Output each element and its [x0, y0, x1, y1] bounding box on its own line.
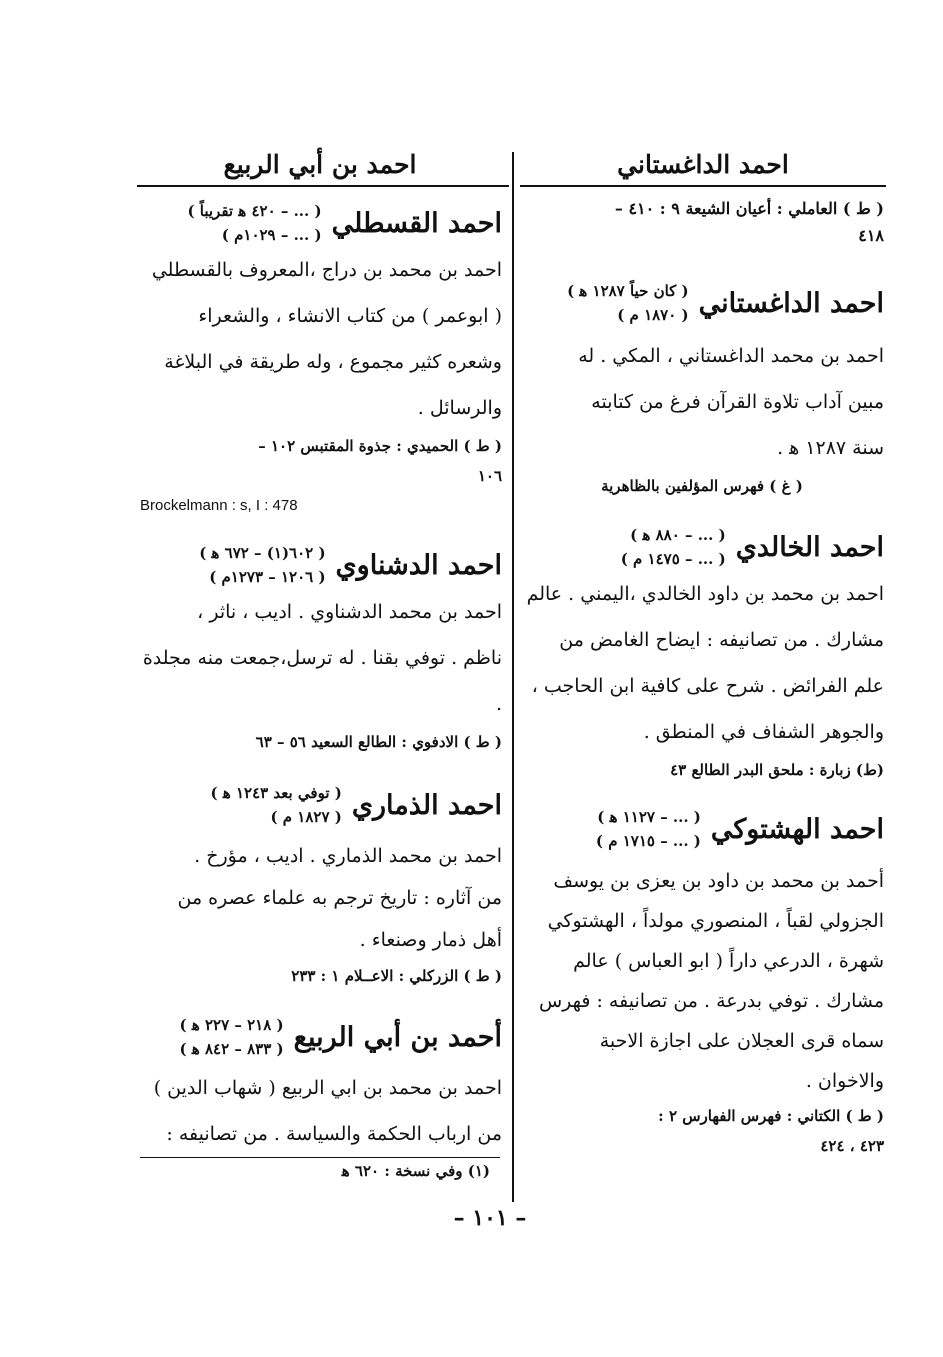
gregorian-date: ( ... – ١٤٧٥ م ) [620, 550, 726, 568]
hijri-date: ( ٢١٨ – ٢٢٧ ﻫ ) [179, 1016, 284, 1034]
text-line: مبين آداب تلاوة القرآن فرغ من كتابته [591, 391, 884, 413]
text-line: أهل ذمار وصنعاء . [359, 929, 502, 951]
page-number: – ١٠١ – [453, 1205, 527, 1231]
entry-dates [187, 199, 321, 247]
right-column-header: احمد الداغستاني [617, 150, 789, 179]
entry-text [140, 1065, 502, 1157]
entry-text [520, 571, 884, 755]
text-line: احمد بن محمد بن ابي الربيع ( شهاب الدين ) [153, 1077, 502, 1099]
right-header-rule [520, 185, 886, 187]
text-line: احمد بن محمد بن دراج ،المعروف بالقسطلي [151, 259, 502, 281]
text-line: شهرة ، الدرعي داراً ( ابو العباس ) عالم [573, 950, 884, 972]
text-line: سماه قرى العجلان على اجازة الاحبة [599, 1030, 884, 1052]
entry-heading [140, 199, 502, 247]
text-line: الجزولي لقباً ، المنصوري مولداً ، الهشتوكي [547, 910, 884, 932]
source-reference: (ط) زبارة : ملحق البدر الطالع ٤٣ [670, 761, 884, 779]
text-line: ( ابوعمر ) من كتاب الانشاء ، والشعراء [198, 305, 502, 327]
source-reference: ١٠٦ [477, 467, 502, 485]
entry-dates [199, 541, 325, 589]
text-line: والاخوان . [805, 1070, 884, 1092]
entry-name: احمد الداغستاني [698, 287, 884, 319]
text-line: وشعره كثير مجموع ، وله طريقة في البلاغة [164, 351, 502, 373]
footnote-rule [140, 1157, 500, 1158]
entry-name: احمد الهشتوكي [710, 813, 884, 845]
biography-entry [140, 541, 502, 757]
left-column [140, 195, 502, 1157]
gregorian-date: ( ١٢٠٦ – ١٢٧٣م ) [209, 568, 326, 586]
source-reference: ( ط ) الزركلي : الاعــلام ١ : ٢٣٣ [291, 967, 502, 985]
gregorian-date: ( ٨٣٣ – ٨٤٢ ﻫ ) [179, 1040, 284, 1058]
hijri-date: ( توفي بعد ١٢٤٣ ﻫ ) [210, 784, 342, 802]
text-line: سنة ١٢٨٧ ﻫ . [777, 437, 884, 459]
biography-entry [520, 279, 884, 501]
source-reference: ( ط ) العاملي : أعيان الشيعة ٩ : ٤١٠ – [614, 199, 884, 218]
source-reference: ( غ ) فهرس المؤلفين بالظاهرية [601, 477, 803, 495]
gregorian-date: ( ... – ١٧١٥ م ) [595, 832, 701, 850]
gregorian-date: ( ١٨٧٠ م ) [617, 306, 689, 324]
entry-dates [596, 805, 701, 853]
hijri-date: ( ... – ٨٨٠ ﻫ ) [630, 526, 726, 544]
entry-heading [520, 279, 884, 327]
footnote: (١) وفي نسخة : ٦٢٠ ﻫ [341, 1162, 490, 1180]
source-reference: ( ط ) الحميدي : جذوة المقتبس ١٠٢ – [258, 437, 502, 455]
source-reference: ( ط ) الادفوي : الطالع السعيد ٥٦ – ٦٣ [255, 733, 502, 751]
entry-heading [140, 781, 502, 829]
entry-name: أحمد بن أبي الربيع [293, 1021, 502, 1053]
entry-name: احمد الخالدي [735, 531, 884, 563]
source-reference: ( ط ) الكتاني : فهرس الفهارس ٢ : [658, 1107, 884, 1125]
biography-entry [140, 199, 502, 521]
entry-name: احمد الدشناوي [335, 549, 502, 581]
text-line: أحمد بن محمد بن داود بن يعزى بن يوسف [553, 870, 884, 892]
source-reference: ٤٢٣ ، ٤٢٤ [820, 1137, 884, 1155]
hijri-date: ( كان حياً ١٢٨٧ ﻫ ) [567, 282, 689, 300]
biography-entry [520, 523, 884, 785]
entry-dates [211, 781, 342, 829]
hijri-date: ( ٦٠٢(١) – ٦٧٢ ﻫ ) [199, 544, 326, 562]
source-reference: ٤١٨ [858, 226, 884, 245]
right-column [520, 195, 884, 1161]
biography-entry [140, 781, 502, 991]
text-line: والرسائل . [417, 397, 502, 419]
text-line: ناظم . توفي بقنا . له ترسل،جمعت منه مجلدة . [142, 647, 502, 715]
entry-text [140, 247, 502, 431]
gregorian-date: ( ١٨٢٧ م ) [270, 808, 342, 826]
entry-heading [520, 523, 884, 571]
entry-heading [140, 541, 502, 589]
left-column-header: احمد بن أبي الربيع [223, 150, 417, 179]
entry-text [140, 835, 502, 961]
entry-text [140, 589, 502, 727]
entry-dates [180, 1013, 284, 1061]
text-line: احمد بن محمد الدشناوي . اديب ، ناثر ، [197, 601, 502, 623]
text-line: احمد بن محمد الداغستاني ، المكي . له [578, 345, 884, 367]
column-divider [512, 152, 514, 1202]
biography-entry [140, 1013, 502, 1157]
entry-dates [621, 523, 726, 571]
latin-reference: Brockelmann : s, I : 478 [140, 497, 298, 514]
text-line: علم الفرائض . شرح على كافية ابن الحاجب ، [531, 675, 884, 697]
entry-heading [140, 1013, 502, 1061]
entry-name: احمد الذماري [351, 789, 502, 821]
entry-name: احمد القسطلي [331, 207, 502, 239]
biography-entry [520, 805, 884, 1161]
text-line: احمد بن محمد بن داود الخالدي ،اليمني . عالم [526, 583, 884, 605]
text-line: مشارك . توفي بدرعة . من تصانيفه : فهرس [538, 990, 884, 1012]
gregorian-date: ( ... – ١٠٢٩م ) [221, 226, 322, 244]
entry-dates [567, 279, 689, 327]
text-line: من آثاره : تاريخ ترجم به علماء عصره من [177, 887, 502, 909]
left-header-rule [137, 185, 509, 187]
hijri-date: ( ... – ٤٢٠ ﻫ تقريباً ) [187, 202, 322, 220]
entry-text [520, 861, 884, 1101]
text-line: والجوهر الشفاف في المنطق . [643, 721, 884, 743]
hijri-date: ( ... – ١١٢٧ ﻫ ) [597, 808, 701, 826]
text-line: من ارباب الحكمة والسياسة . من تصانيفه : [166, 1123, 502, 1145]
text-line: احمد بن محمد الذماري . اديب ، مؤرخ . [194, 845, 502, 867]
text-line: مشارك . من تصانيفه : ايضاح الغامض من [559, 629, 884, 651]
entry-heading [520, 805, 884, 853]
entry-text [520, 333, 884, 471]
